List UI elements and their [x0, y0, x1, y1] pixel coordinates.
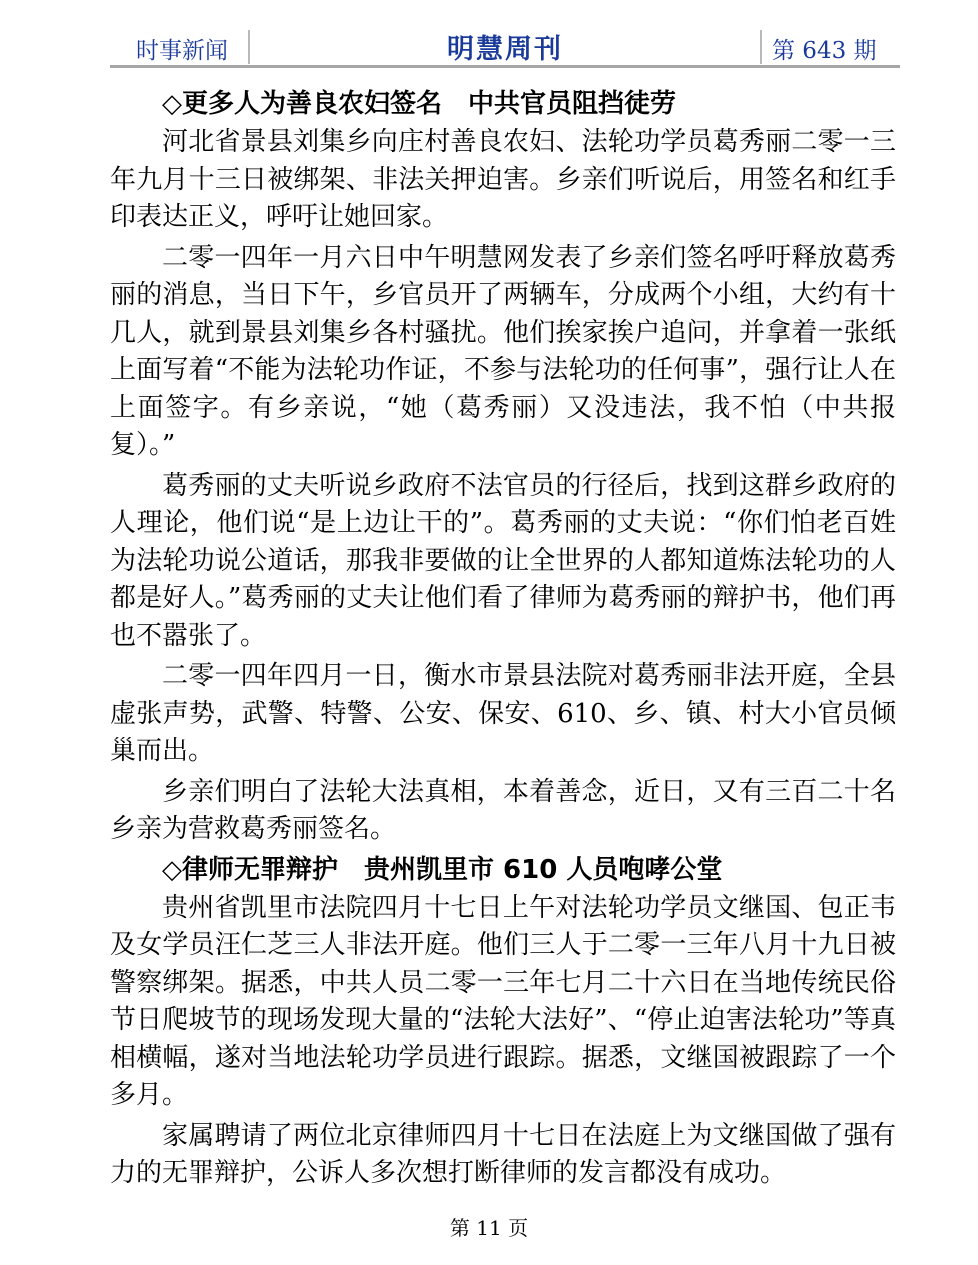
article-title: ◇更多人为善良农妇签名 中共官员阻挡徒劳: [162, 89, 676, 119]
section-label: 时事新闻: [136, 38, 228, 64]
header-divider-right: [760, 30, 762, 64]
article-paragraph: 家属聘请了两位北京律师四月十七日在法庭上为文继国做了强有力的无罪辩护，公诉人多次想打断律师的发言都没有成功。: [110, 1120, 896, 1188]
page-number: 第 11 页: [449, 1216, 529, 1240]
article-2: [110, 852, 896, 1193]
article-paragraph: 二零一四年四月一日，衡水市景县法院对葛秀丽非法开庭，全县虚张声势，武警、特警、公安、保安、610、乡、镇、村大小官员倾巢而出。: [110, 661, 896, 766]
header-rule: [110, 65, 900, 68]
article-title: ◇律师无罪辩护 贵州凯里市 610 人员咆哮公堂: [162, 854, 723, 885]
article-paragraph: 葛秀丽的丈夫听说乡政府不法官员的行径后，找到这群乡政府的人理论，他们说“是上边让干的”。葛秀丽的丈夫说：“你们怕老百姓为法轮功说公道话，那我非要做的让全世界的人都知道炼法轮功的人都是好人。”葛秀丽的丈夫让他们看了律师为葛秀丽的辩护书，他们再也不嚣张了。: [110, 470, 896, 651]
article-paragraph: 河北省景县刘集乡向庄村善良农妇、法轮功学员葛秀丽二零一三年九月十三日被绑架、非法关押迫害。乡亲们听说后，用签名和红手印表达正义，呼吁让她回家。: [110, 127, 896, 232]
article-paragraph: 乡亲们明白了法轮大法真相，本着善念，近日，又有三百二十名乡亲为营救葛秀丽签名。: [110, 776, 896, 844]
issue-number: 第 643 期: [772, 38, 877, 64]
header-divider-left: [248, 30, 250, 64]
page-header: [110, 24, 900, 68]
article-paragraph: 二零一四年一月六日中午明慧网发表了乡亲们签名呼吁释放葛秀丽的消息，当日下午，乡官员开了两辆车，分成两个小组，大约有十几人，就到景县刘集乡各村骚扰。他们挨家挨户追问，并拿着一张纸上面写着“不能为法轮功作证，不参与法轮功的任何事”，强行让人在上面签字。有乡亲说，“她（葛秀丽）又没违法，我不怕（中共报复）。”: [110, 242, 896, 460]
article-body: [110, 86, 896, 1196]
publication-title: 明慧周刊: [447, 34, 563, 65]
article-1: [110, 86, 896, 849]
article-paragraph: 贵州省凯里市法院四月十七日上午对法轮功学员文继国、包正韦及女学员汪仁芝三人非法开庭。他们三人于二零一三年八月十九日被警察绑架。据悉，中共人员二零一三年七月二十六日在当地传统民俗节日爬坡节的现场发现大量的“法轮大法好”、“停止迫害法轮功”等真相横幅，遂对当地法轮功学员进行跟踪。据悉，文继国被跟踪了一个多月。: [110, 892, 896, 1110]
